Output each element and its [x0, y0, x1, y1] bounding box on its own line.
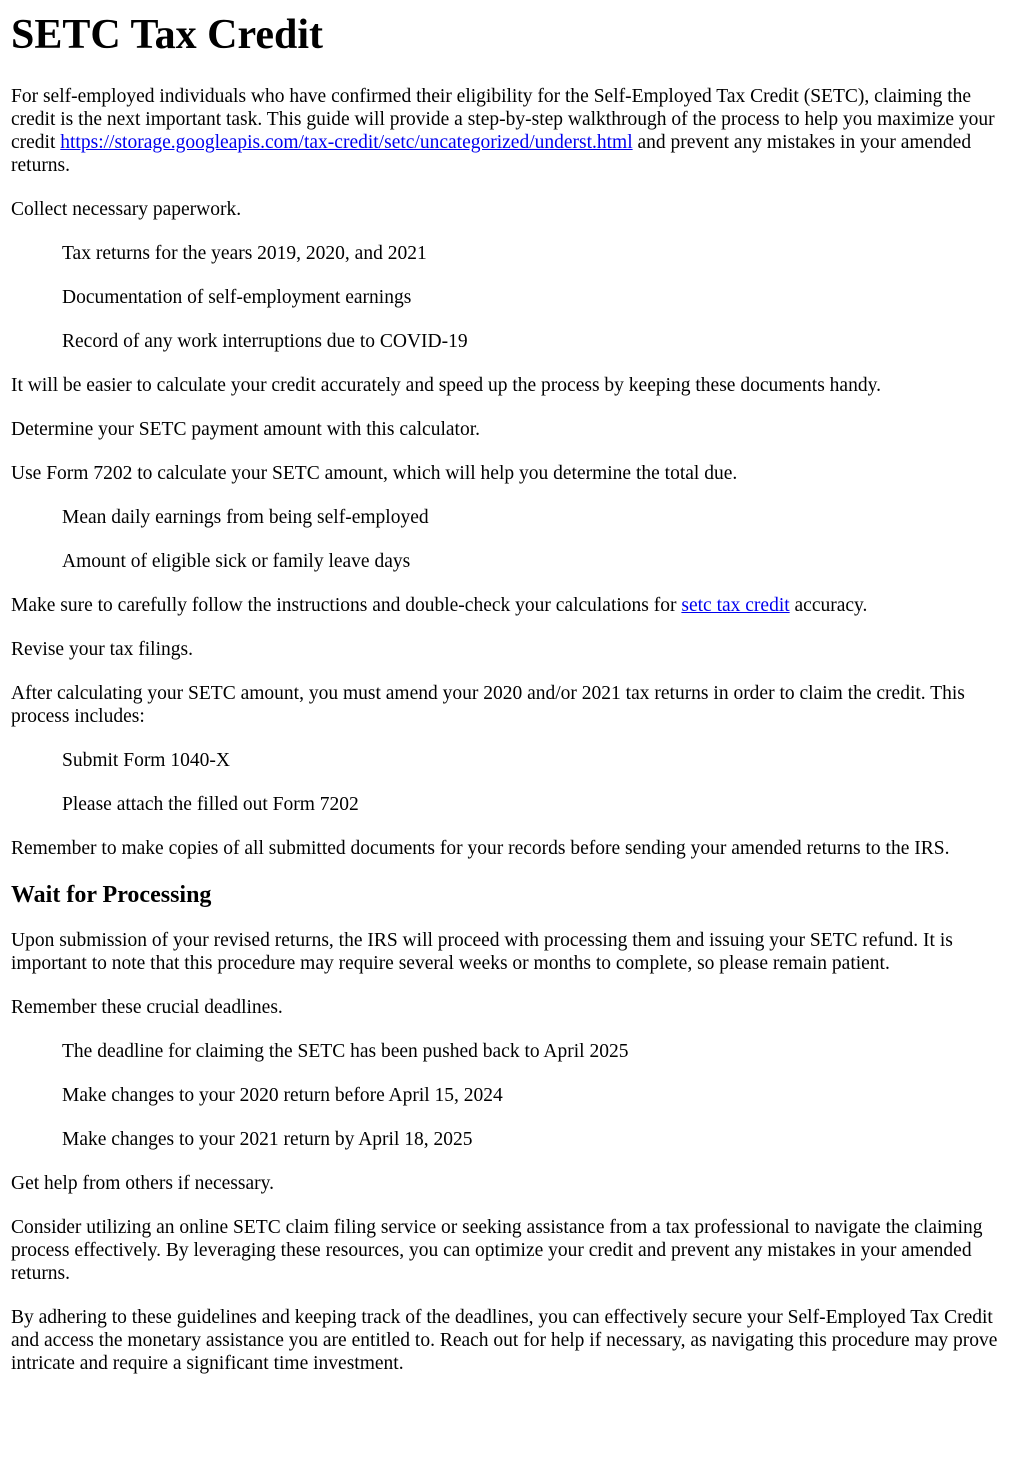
determine-item: Amount of eligible sick or family leave days [62, 551, 411, 572]
page-title: SETC Tax Credit [11, 12, 323, 58]
deadline-item: Make changes to your 2021 return by April 18, 2025 [62, 1129, 473, 1150]
revise-heading: Revise your tax filings. [11, 639, 193, 660]
determine-note [11, 594, 1013, 617]
conclusion-paragraph: By adhering to these guidelines and keeping track of the deadlines, you can effectively secure your Self-Employed Tax Credit and access the monetary assistance you are entitled to. Reach out for help if necessary, as navigating this procedure may prove intricate and require a significant time investment. [11, 1307, 998, 1374]
deadlines-heading: Remember these crucial deadlines. [11, 997, 283, 1018]
article [0, 11, 1024, 1375]
intro-text-before-link: For self-employed individuals who have confirmed their eligibility for the Self-Employed Tax Credit (SETC), claiming the credit is the next important task. This guide will provide a step-by-step walkthrough of the process to help you maximize your credit [11, 86, 995, 153]
determine-item: Mean daily earnings from being self-employed [62, 507, 429, 528]
collect-note: It will be easier to calculate your credit accurately and speed up the process by keeping these documents handy. [11, 375, 881, 396]
processing-text: Upon submission of your revised returns, the IRS will proceed with processing them and issuing your SETC refund. It is important to note that this procedure may require several weeks or months to complete, so please remain patient. [11, 930, 953, 974]
intro-paragraph [11, 85, 1013, 177]
revise-item: Please attach the filled out Form 7202 [62, 794, 359, 815]
revise-item: Submit Form 1040-X [62, 750, 230, 771]
setc-tax-credit-link[interactable]: setc tax credit [681, 595, 790, 616]
intro-text-after-link: and prevent any mistakes in your amended returns. [11, 132, 972, 176]
revise-note: Remember to make copies of all submitted documents for your records before sending your amended returns to the IRS. [11, 838, 950, 859]
collect-item: Tax returns for the years 2019, 2020, and 2021 [62, 243, 427, 264]
guide-link[interactable]: https://storage.googleapis.com/tax-credit/setc/uncategorized/underst.html [60, 132, 633, 153]
deadline-item: Make changes to your 2020 return before April 15, 2024 [62, 1085, 503, 1106]
collect-heading: Collect necessary paperwork. [11, 199, 242, 220]
determine-note-after-link: accuracy. [789, 595, 868, 616]
collect-item: Documentation of self-employment earnings [62, 287, 412, 308]
determine-heading: Determine your SETC payment amount with this calculator. [11, 419, 480, 440]
help-text: Consider utilizing an online SETC claim filing service or seeking assistance from a tax professional to navigate the claiming process effectively. By leveraging these resources, you can optimize your credit and prevent any mistakes in your amended returns. [11, 1217, 983, 1284]
processing-heading: Wait for Processing [11, 882, 212, 908]
collect-item: Record of any work interruptions due to COVID-19 [62, 331, 468, 352]
revise-intro: After calculating your SETC amount, you must amend your 2020 and/or 2021 tax returns in order to claim the credit. This process includes: [11, 683, 965, 727]
determine-note-before-link: Make sure to carefully follow the instructions and double-check your calculations for [11, 595, 682, 616]
deadline-item: The deadline for claiming the SETC has been pushed back to April 2025 [62, 1041, 629, 1062]
determine-intro: Use Form 7202 to calculate your SETC amount, which will help you determine the total due. [11, 463, 738, 484]
help-heading: Get help from others if necessary. [11, 1173, 274, 1194]
